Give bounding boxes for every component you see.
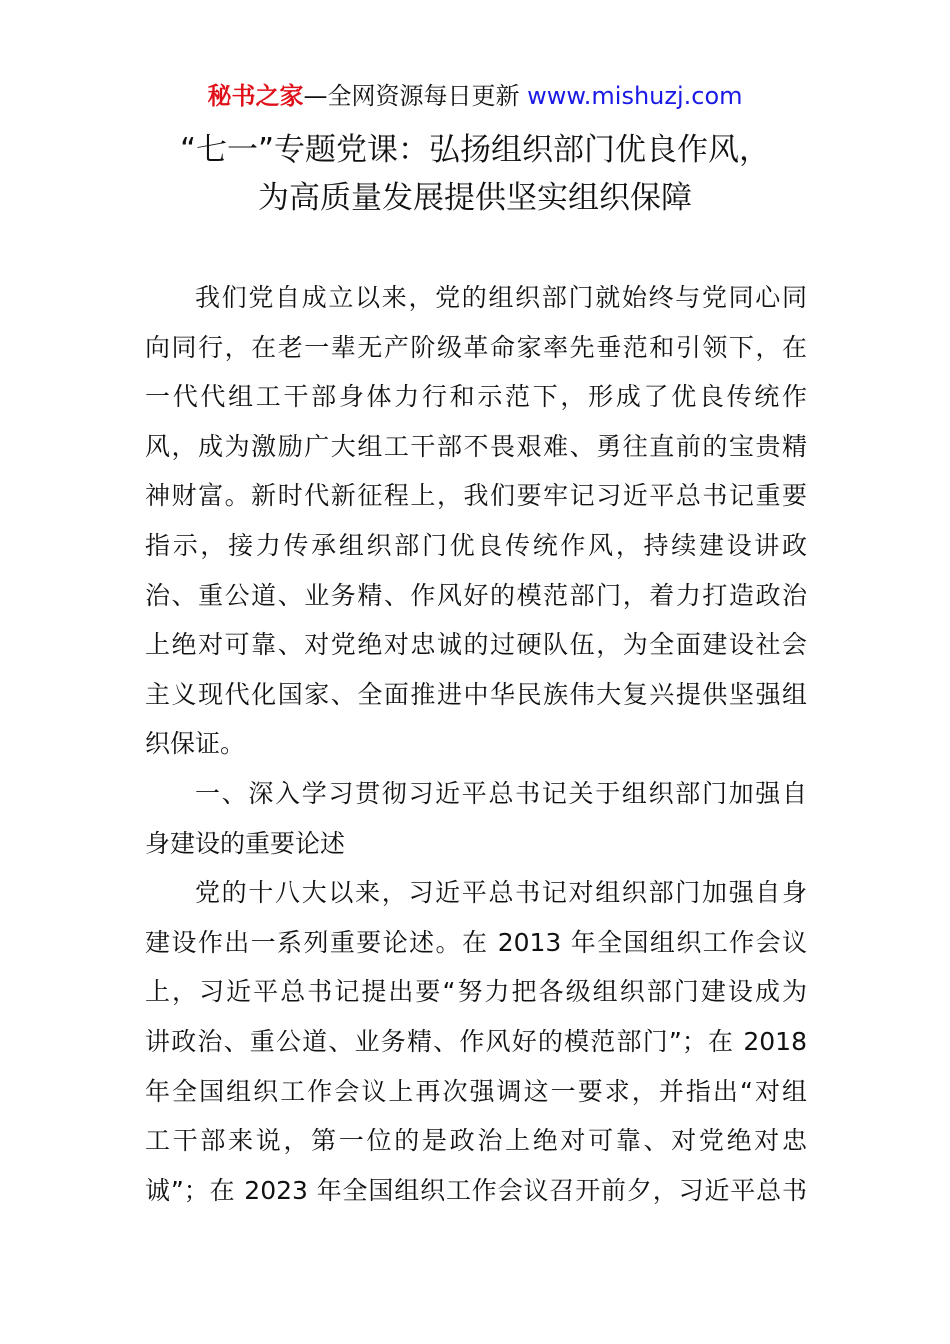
- paragraph-line: 年全国组织工作会议上再次强调这一要求，并指出“对组: [145, 1076, 807, 1106]
- paragraph-line: 诚”；在 2023 年全国组织工作会议召开前夕，习近平总书: [145, 1175, 807, 1205]
- document-body: [145, 273, 807, 1215]
- paragraph-line: 治、重公道、业务精、作风好的模范部门，着力打造政治: [145, 580, 807, 610]
- paragraph-line: 上绝对可靠、对党绝对忠诚的过硬队伍，为全面建设社会: [145, 630, 807, 660]
- document-title-line-2: 为高质量发展提供坚实组织保障: [258, 180, 692, 216]
- site-tagline: —全网资源每日更新: [303, 82, 520, 110]
- paragraph-line: 讲政治、重公道、业务精、作风好的模范部门”；在 2018: [145, 1026, 807, 1056]
- paragraph-line: 上，习近平总书记提出要“努力把各级组织部门建设成为: [145, 977, 807, 1007]
- paragraph-line: 工干部来说，第一位的是政治上绝对可靠、对党绝对忠: [145, 1126, 807, 1156]
- paragraph-line: 指示，接力传承组织部门优良传统作风，持续建设讲政: [145, 530, 807, 560]
- site-header: [0, 80, 950, 112]
- paragraph-line: 我们党自成立以来，党的组织部门就始终与党同心同: [195, 283, 807, 312]
- section-heading-line: 一、深入学习贯彻习近平总书记关于组织部门加强自: [195, 778, 807, 808]
- paragraph-line: 主义现代化国家、全面推进中华民族伟大复兴提供坚强组: [145, 679, 807, 709]
- paragraph-line: 向同行，在老一辈无产阶级革命家率先垂范和引领下，在: [145, 332, 807, 362]
- site-name: 秘书之家: [207, 82, 304, 110]
- document-title-line-1: “七一”专题党课：弘扬组织部门优良作风，: [179, 132, 771, 168]
- paragraph-line: 神财富。新时代新征程上，我们要牢记习近平总书记重要: [145, 481, 807, 511]
- paragraph-line: 织保证。: [145, 729, 246, 759]
- paragraph-line: 一代代组工干部身体力行和示范下，形成了优良传统作: [145, 382, 807, 412]
- paragraph-line: 建设作出一系列重要论述。在 2013 年全国组织工作会议: [145, 927, 807, 957]
- paragraph-line: 党的十八大以来，习近平总书记对组织部门加强自身: [195, 878, 807, 908]
- paragraph-line: 风，成为激励广大组工干部不畏艰难、勇往直前的宝贵精: [145, 431, 807, 461]
- section-heading-line: 身建设的重要论述: [145, 828, 346, 858]
- site-url-link[interactable]: www.mishuzj.com: [527, 82, 743, 110]
